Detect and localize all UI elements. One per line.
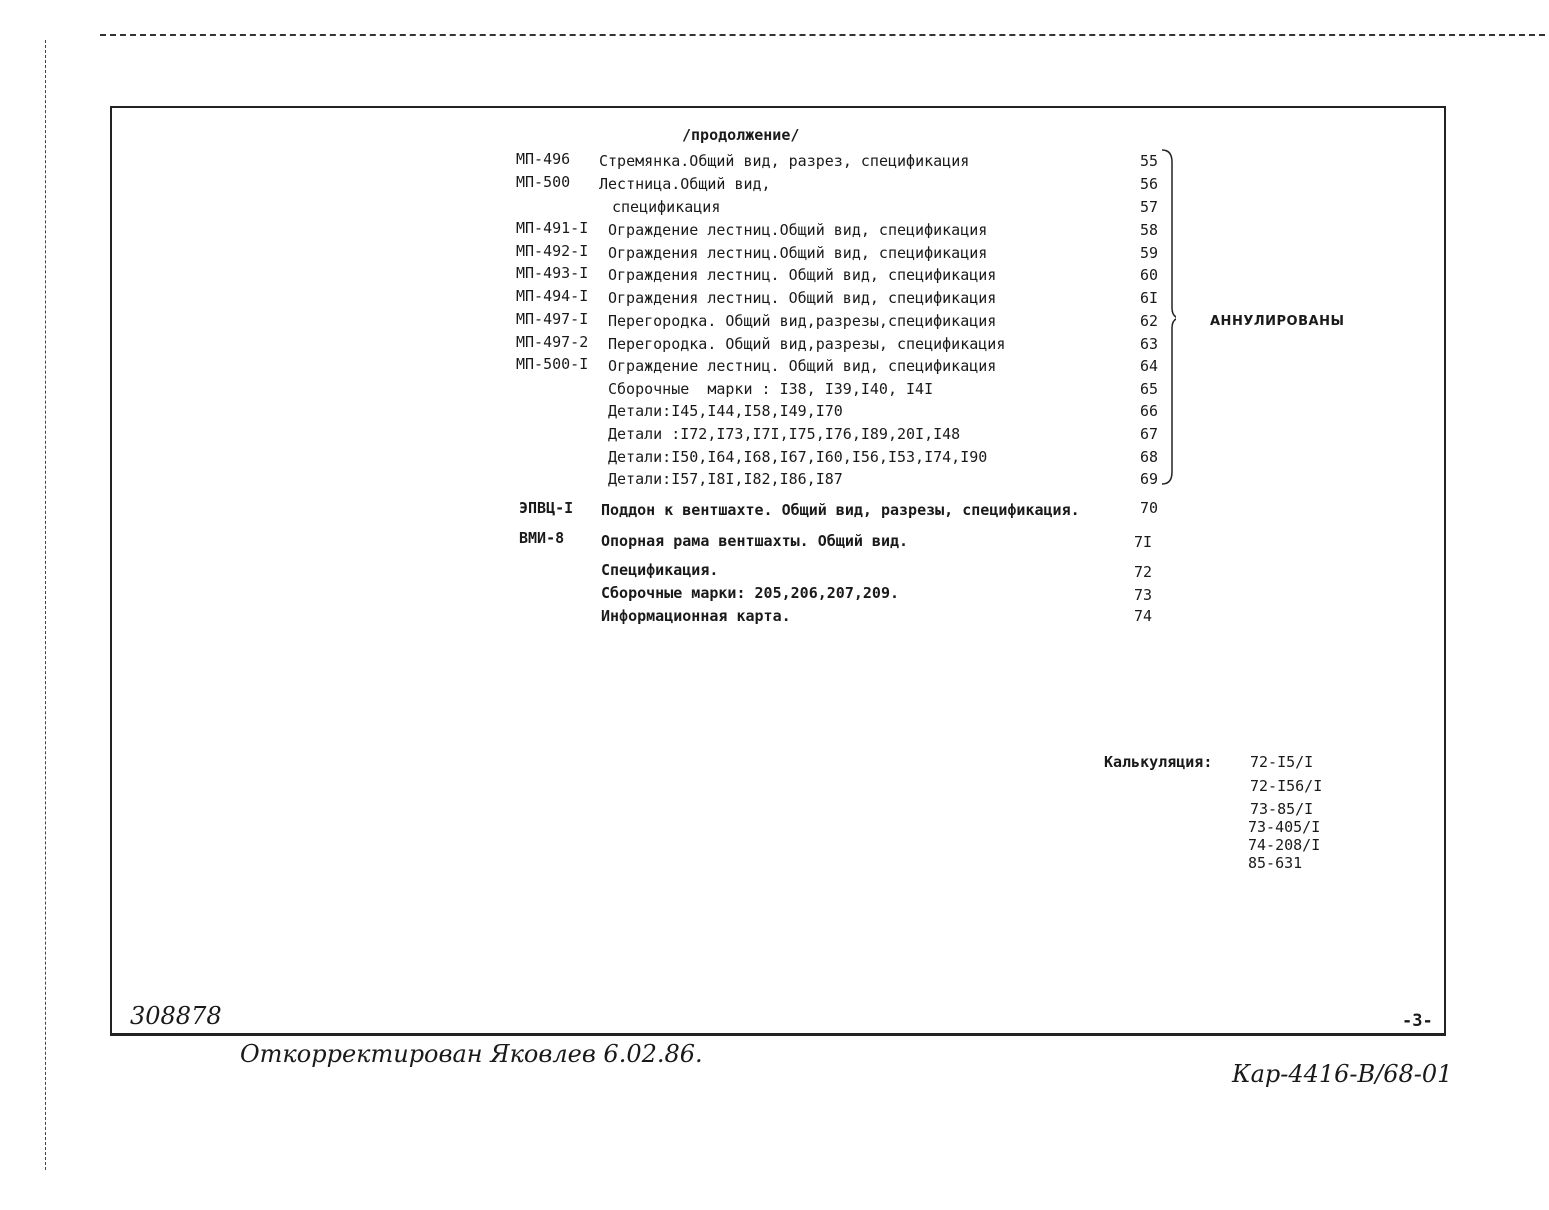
sheet-title: Информационная карта. <box>601 607 791 625</box>
page-ref: 63 <box>1139 335 1158 353</box>
sheet-title: Спецификация. <box>601 561 719 579</box>
page-ref: 65 <box>1139 380 1158 398</box>
page-ref: 59 <box>1139 244 1158 262</box>
sheet-title: Перегородка. Общий вид,разрезы, спецификация <box>608 335 1006 353</box>
page-ref: 73 <box>1133 586 1152 604</box>
calc-item: 74-208/I <box>1248 836 1321 854</box>
sheet-code: МП-496 <box>516 150 571 168</box>
sheet-title: Сборочные марки : I38, I39,I40, I4I <box>608 380 934 398</box>
calc-item: 72-I56/I <box>1250 777 1323 795</box>
page-ref: 57 <box>1139 198 1158 216</box>
page-ref: 56 <box>1139 175 1158 193</box>
calc-item: 72-I5/I <box>1250 753 1314 771</box>
sheet-code: ЭПВЦ-I <box>519 499 574 517</box>
sheet-code: МП-500-I <box>516 355 589 373</box>
sheet-title: Ограждения лестниц. Общий вид, спецификация <box>608 289 997 307</box>
page-ref: 69 <box>1139 470 1158 488</box>
sheet-title: Поддон к вентшахте. Общий вид, разрезы, спецификация. <box>601 501 1080 519</box>
sheet-code: МП-500 <box>516 173 571 191</box>
sheet-code: МП-497-I <box>516 310 589 328</box>
page-ref: 6I <box>1139 289 1158 307</box>
top-dashed-border <box>100 34 1545 36</box>
page-ref: 67 <box>1139 425 1158 443</box>
sheet-title: Ограждения лестниц. Общий вид, спецификация <box>608 266 997 284</box>
sheet-code: МП-492-I <box>516 242 589 260</box>
page-ref: 74 <box>1133 607 1152 625</box>
sheet-title: Сборочные марки: 205,206,207,209. <box>601 584 900 602</box>
sheet-code: МП-494-I <box>516 287 589 305</box>
page-ref: 60 <box>1139 266 1158 284</box>
sheet-code: МП-497-2 <box>516 333 589 351</box>
annulled-label: АННУЛИРОВАНЫ <box>1210 314 1345 329</box>
page-ref: 7I <box>1133 533 1152 551</box>
sheet-title: Детали:I45,I44,I58,I49,I70 <box>608 402 843 420</box>
sheet-title: Ограждение лестниц.Общий вид, спецификация <box>608 221 988 239</box>
left-cut-guide <box>45 40 46 1170</box>
archive-code: Кар-4416-В/68-01 <box>1232 1060 1453 1088</box>
page-ref: 70 <box>1139 499 1158 517</box>
sheet-title: Перегородка. Общий вид,разрезы,спецификация <box>608 312 997 330</box>
sheet-code: МП-493-I <box>516 264 589 282</box>
correction-signature: Откорректирован Яковлев 6.02.86. <box>240 1040 703 1068</box>
sheet-code: ВМИ-8 <box>519 529 565 547</box>
calc-label: Калькуляция: <box>1104 753 1213 771</box>
page-ref: 64 <box>1139 357 1158 375</box>
page-ref: 66 <box>1139 402 1158 420</box>
page-ref: 58 <box>1139 221 1158 239</box>
page-ref: 68 <box>1139 448 1158 466</box>
page-ref: 72 <box>1133 563 1152 581</box>
sheet-title: Детали :I72,I73,I7I,I75,I76,I89,20I,I48 <box>608 425 961 443</box>
page-ref: 55 <box>1139 152 1158 170</box>
sheet-code: МП-491-I <box>516 219 589 237</box>
sheet-title: Детали:I57,I8I,I82,I86,I87 <box>608 470 843 488</box>
sheet-title: Ограждение лестниц. Общий вид, спецификация <box>608 357 997 375</box>
stamp-number: 308878 <box>130 1002 222 1030</box>
sheet-title: Ограждения лестниц.Общий вид, спецификация <box>608 244 988 262</box>
sheet-title: Опорная рама вентшахты. Общий вид. <box>601 532 909 550</box>
sheet-title: Лестница.Общий вид, <box>599 175 771 193</box>
sheet-title: Стремянка.Общий вид, разрез, спецификация <box>599 152 970 170</box>
page-number: -3- <box>1402 1011 1433 1031</box>
grouping-brace <box>1162 148 1176 486</box>
calc-item: 73-405/I <box>1248 818 1321 836</box>
continuation-header: /продолжение/ <box>682 126 800 144</box>
sheet-title: спецификация <box>612 198 721 216</box>
sheet-title: Детали:I50,I64,I68,I67,I60,I56,I53,I74,I90 <box>608 448 988 466</box>
calc-item: 73-85/I <box>1250 800 1314 818</box>
calc-item: 85-631 <box>1248 854 1303 872</box>
page-ref: 62 <box>1139 312 1158 330</box>
